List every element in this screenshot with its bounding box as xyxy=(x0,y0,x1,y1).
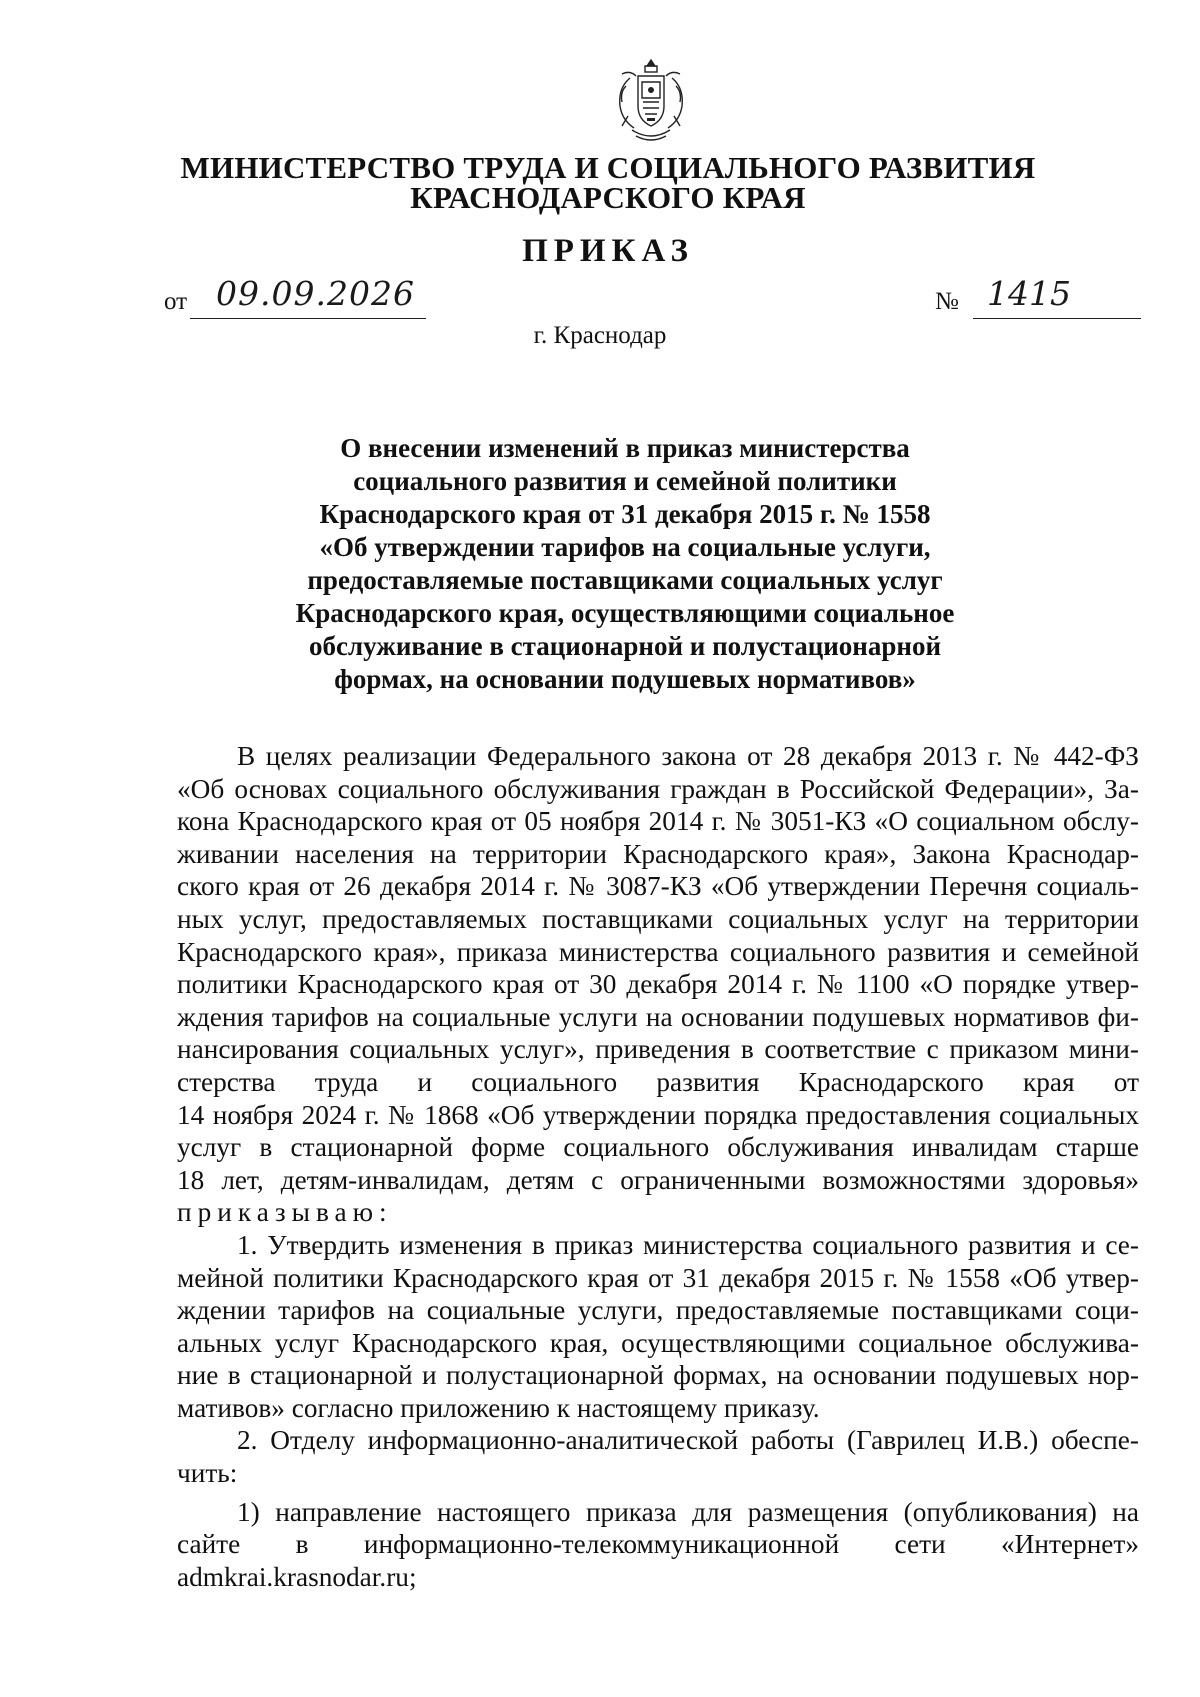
title-line: обслуживание в стационарной и полустационарной xyxy=(309,631,941,661)
item-2-1-paragraph xyxy=(177,1496,1139,1594)
preamble-paragraph xyxy=(177,740,1139,1229)
body-line: admkrai.krasnodar.ru; xyxy=(177,1561,417,1592)
body-line: политики Краснодарского края от 30 декабря 2014 г. № 1100 «О порядке утвер- xyxy=(177,969,1139,1000)
order-body xyxy=(177,740,1139,1593)
body-line: 18 лет, детям-инвалидам, детям с ограниченными возможностями здоровья» xyxy=(177,1164,1139,1195)
document-type-heading: ПРИКАЗ xyxy=(522,233,694,269)
coat-of-arms-emblem xyxy=(612,56,690,148)
city-name: г. Краснодар xyxy=(533,322,667,349)
title-line: предоставляемые поставщиками социальных услуг xyxy=(307,565,943,595)
body-line: 1. Утвердить изменения в приказ министерства социального развития и се- xyxy=(237,1229,1139,1260)
body-line: ние в стационарной и полустационарной формах, на основании подушевых нор- xyxy=(177,1360,1139,1391)
body-line: ных услуг, предоставляемых поставщиками социальных услуг на территории xyxy=(177,903,1139,934)
number-prefix: № xyxy=(935,288,959,315)
body-line: ского края от 26 декабря 2014 г. № 3087-КЗ «Об утверждении Перечня социаль- xyxy=(177,871,1139,902)
body-line: 14 ноября 2024 г. № 1868 «Об утверждении порядка предоставления социальных xyxy=(177,1099,1139,1130)
title-line: формах, на основании подушевых нормативов» xyxy=(334,664,916,694)
handwritten-number: 1415 xyxy=(987,274,1071,313)
body-line: 1) направление настоящего приказа для размещения (опубликования) на xyxy=(237,1496,1139,1527)
body-line: В целях реализации Федерального закона от 28 декабря 2013 г. № 442-ФЗ xyxy=(237,741,1139,771)
body-line: кона Краснодарского края от 05 ноября 2014 г. № 3051-КЗ «О социальном обслу- xyxy=(177,806,1139,837)
title-line: социального развития и семейной политики xyxy=(353,466,897,496)
ministry-name-line2: КРАСНОДАРСКОГО КРАЯ xyxy=(410,180,806,215)
title-line: Краснодарского края, осуществляющими социальное xyxy=(295,598,955,628)
ministry-name-line1: МИНИСТЕРСТВО ТРУДА И СОЦИАЛЬНОГО РАЗВИТИЯ xyxy=(180,150,1036,185)
body-line: стерства труда и социального развития Краснодарского края от xyxy=(177,1066,1139,1097)
body-line: нансирования социальных услуг», приведения в соответствие с приказом мини- xyxy=(177,1034,1139,1065)
body-line: живании населения на территории Краснодарского края», Закона Краснодар- xyxy=(177,838,1139,869)
title-line: Краснодарского края от 31 декабря 2015 г. № 1558 xyxy=(319,499,931,529)
body-line: мейной политики Краснодарского края от 31 декабря 2015 г. № 1558 «Об утвер- xyxy=(177,1262,1139,1293)
order-title xyxy=(290,432,960,696)
number-underline xyxy=(973,318,1141,319)
body-line: услуг в стационарной форме социального обслуживания инвалидам старше xyxy=(177,1132,1139,1163)
handwritten-date: 09.09.2026 xyxy=(216,274,415,313)
title-line: О внесении изменений в приказ министерства xyxy=(340,433,910,463)
body-line: 2. Отделу информационно-аналитической работы (Гаврилец И.В.) обеспе- xyxy=(237,1425,1139,1456)
date-prefix: от xyxy=(164,288,188,315)
body-line: мативов» согласно приложению к настоящему приказу. xyxy=(177,1392,820,1423)
body-line: чить: xyxy=(177,1458,238,1489)
body-line: «Об основах социального обслуживания граждан в Российской Федерации», За- xyxy=(177,773,1139,804)
body-line: ждения тарифов на социальные услуги на основании подушевых нормативов фи- xyxy=(177,1001,1139,1032)
item-2-paragraph xyxy=(177,1424,1139,1489)
order-date-field xyxy=(164,268,426,316)
item-1-paragraph xyxy=(177,1229,1139,1425)
body-line: сайте в информационно-телекоммуникационной сети «Интернет» xyxy=(177,1529,1139,1560)
date-underline xyxy=(190,318,426,319)
order-number-field xyxy=(935,268,1141,316)
body-line: ждении тарифов на социальные услуги, предоставляемые поставщиками соци- xyxy=(177,1295,1139,1326)
order-directive-word: приказываю: xyxy=(177,1197,393,1228)
title-line: «Об утверждении тарифов на социальные услуги, xyxy=(319,532,931,562)
body-line: Краснодарского края», приказа министерства социального развития и семейной xyxy=(177,936,1139,967)
body-line: альных услуг Краснодарского края, осуществляющими социальное обслужива- xyxy=(177,1327,1139,1358)
